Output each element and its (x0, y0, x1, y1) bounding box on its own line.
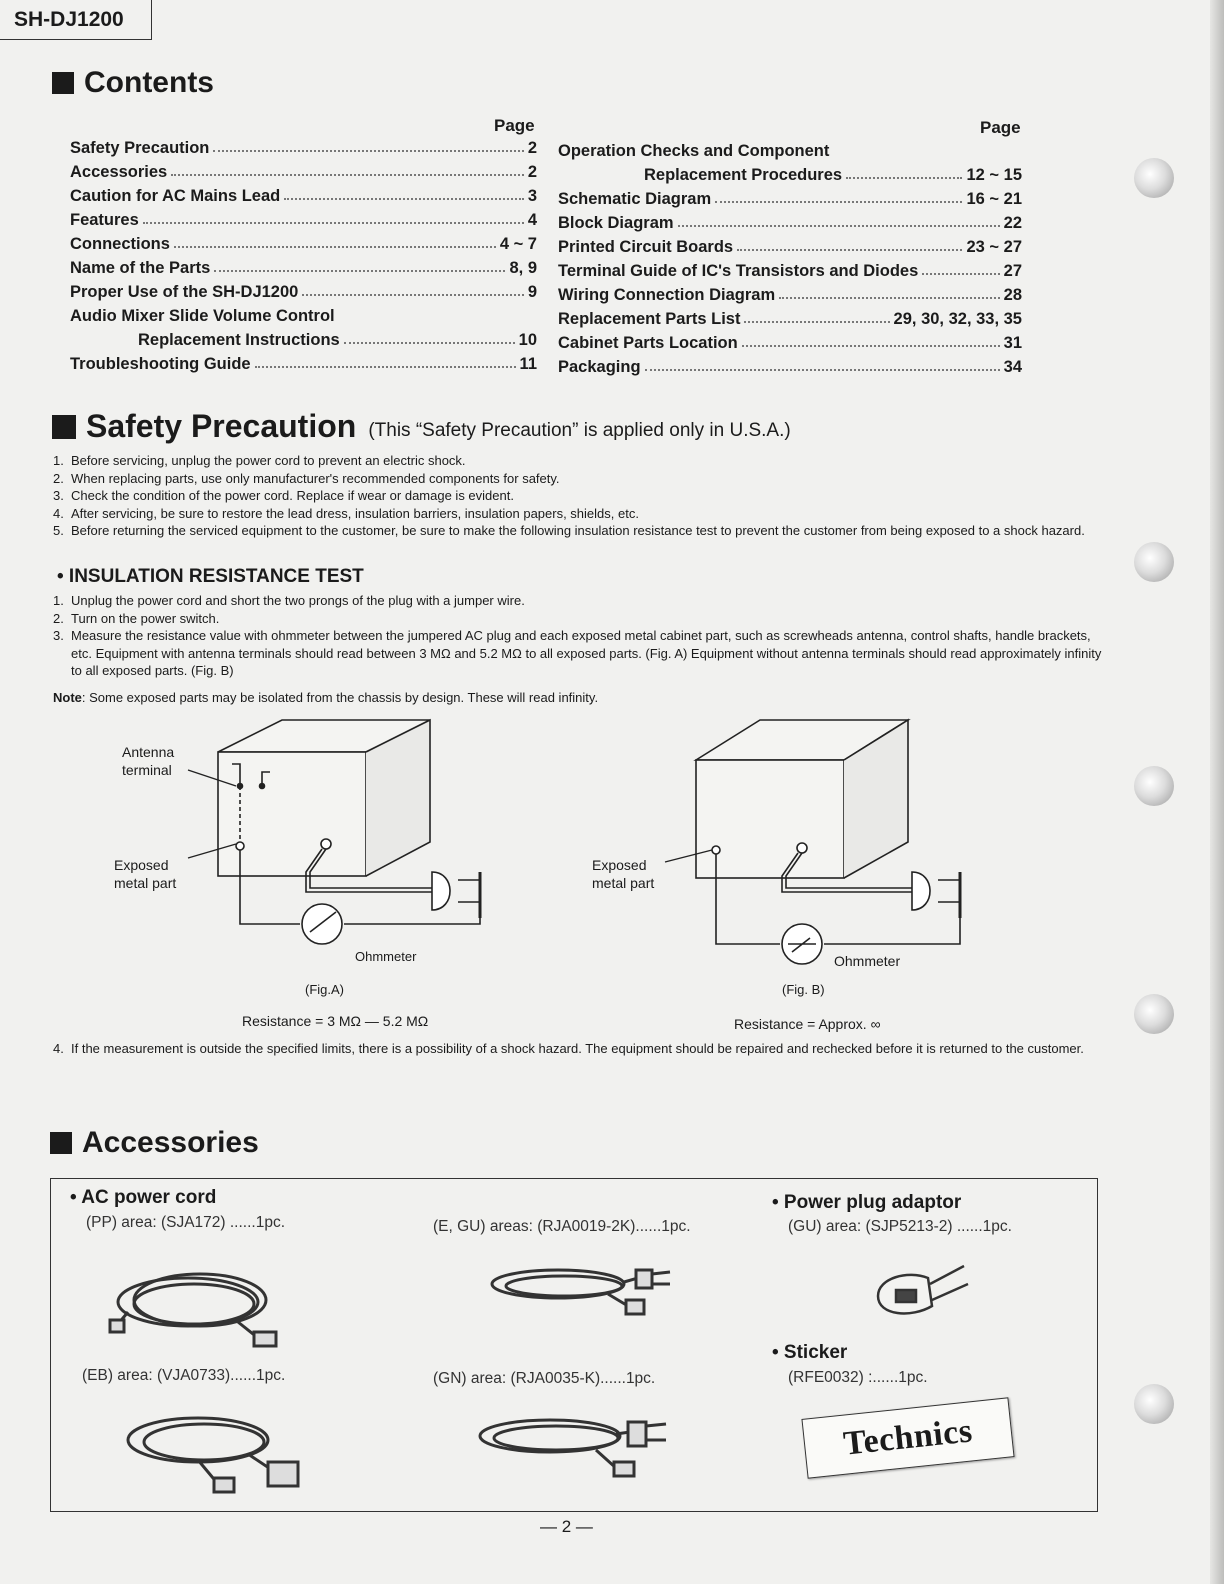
toc-leader (678, 225, 1000, 227)
toc-entry-page: 3 (527, 187, 537, 205)
cord-pp-image (108, 1262, 288, 1352)
toc-leader (779, 297, 1000, 299)
accessory-gn: (GN) area: (RJA0035-K)......1pc. (433, 1370, 656, 1387)
isolation-note: Note: Some exposed parts may be isolated from the chassis by design. These will read infinity. (53, 690, 599, 705)
power-plug-adaptor-heading: • Power plug adaptor (772, 1192, 962, 1213)
model-tab: SH-DJ1200 (0, 0, 152, 40)
toc-leader (742, 345, 1000, 347)
toc-left-column (70, 134, 537, 374)
toc-leader (302, 294, 523, 296)
toc-leader (846, 177, 962, 179)
accessories-title-text: Accessories (82, 1126, 259, 1159)
fig-b-ohmmeter-label: Ohmmeter (834, 953, 901, 969)
toc-entry-page: 10 (518, 331, 537, 349)
toc-entry-label: Connections (70, 235, 170, 253)
toc-entry[interactable] (558, 329, 1022, 353)
toc-entry[interactable] (558, 353, 1022, 377)
fig-a-leaders (180, 760, 250, 870)
toc-entry-label: Safety Precaution (70, 139, 210, 157)
section-square-icon (52, 72, 74, 94)
safety-title (52, 408, 791, 445)
punch-hole (1134, 766, 1174, 806)
punch-hole (1134, 542, 1174, 582)
contents-title (52, 66, 214, 100)
accessories-title (50, 1126, 259, 1160)
toc-entry-page: 23 ~ 27 (966, 238, 1022, 256)
punch-hole (1134, 1384, 1174, 1424)
toc-leader (737, 249, 962, 251)
list-item: 2. Turn on the power switch. (53, 610, 220, 626)
toc-entry-page: 22 (1003, 214, 1022, 232)
toc-entry-label: Proper Use of the SH-DJ1200 (70, 283, 299, 301)
list-item: 3. Measure the resistance value with ohmmeter between the jumpered AC plug and each exposed metal cabinet part, such as screwheads antenna, control shafts, handle brackets, etc. Equipment with antenna terminals should read between 3 MΩ and 5.2 MΩ to all exposed parts. (Fig. A) Equipment without antenna terminals should read approximately infinity to all exposed parts. (Fig. B) (53, 628, 1102, 678)
toc-entry-label: Replacement Instructions (138, 331, 340, 349)
list-item: 4. If the measurement is outside the specified limits, there is a possibility of a shock hazard. The equipment should be repaired and rechecked before it is returned to the customer. (53, 1041, 1084, 1056)
punch-hole (1134, 158, 1174, 198)
toc-entry[interactable] (558, 257, 1022, 281)
toc-leader (143, 222, 524, 224)
toc-leader (715, 201, 962, 203)
toc-entry[interactable] (70, 182, 537, 206)
toc-entry[interactable] (558, 209, 1022, 233)
toc-entry-page: 2 (527, 163, 537, 181)
toc-leader (213, 150, 523, 152)
toc-entry-label: Wiring Connection Diagram (558, 286, 776, 304)
toc-right-column (558, 137, 1022, 377)
accessory-eb: (EB) area: (VJA0733)......1pc. (82, 1367, 286, 1384)
toc-entry[interactable] (70, 302, 537, 326)
fig-b-exposed-label: Exposed metal part (592, 857, 655, 891)
toc-entry-page: 28 (1003, 286, 1022, 304)
toc-entry-page: 8, 9 (509, 259, 537, 277)
page-edge-shadow (1210, 0, 1224, 1584)
toc-entry-label: Cabinet Parts Location (558, 334, 738, 352)
toc-entry-page: 11 (519, 355, 537, 373)
toc-entry-label: Block Diagram (558, 214, 674, 232)
toc-leader (171, 174, 524, 176)
toc-entry-label: Replacement Procedures (644, 166, 843, 184)
toc-entry[interactable] (558, 305, 1022, 329)
toc-entry[interactable] (558, 137, 1022, 161)
insulation-test-heading: • INSULATION RESISTANCE TEST (57, 566, 364, 587)
toc-leader (344, 342, 515, 344)
toc-entry-page: 4 (527, 211, 537, 229)
toc-entry-label: Replacement Parts List (558, 310, 741, 328)
toc-entry-page: 29, 30, 32, 33, 35 (893, 310, 1022, 328)
toc-entry-page: 34 (1003, 358, 1022, 376)
punch-hole (1134, 994, 1174, 1034)
toc-entry-label: Caution for AC Mains Lead (70, 187, 281, 205)
list-item: 2. When replacing parts, use only manufacturer's recommended components for safety. (53, 470, 560, 486)
section-square-icon (50, 1132, 72, 1154)
toc-entry[interactable] (70, 206, 537, 230)
contents-title-text: Contents (84, 66, 214, 99)
fig-a-resistance: Resistance = 3 MΩ — 5.2 MΩ (242, 1013, 429, 1029)
toc-entry-label: Features (70, 211, 139, 229)
cord-egu-image (488, 1258, 678, 1318)
fig-a-ohmmeter-label: Ohmmeter (355, 949, 417, 964)
toc-entry[interactable] (70, 350, 537, 374)
toc-entry[interactable] (558, 233, 1022, 257)
insulation-test-list (53, 592, 1103, 680)
safety-applicability-note: (This “Safety Precaution” is applied only in U.S.A.) (368, 419, 791, 441)
list-item: 1. Unplug the power cord and short the two prongs of the plug with a jumper wire. (53, 593, 525, 608)
sticker-heading: • Sticker (772, 1342, 848, 1363)
toc-leader (255, 366, 516, 368)
toc-entry-page: 27 (1003, 262, 1022, 280)
toc-entry-label: Packaging (558, 358, 641, 376)
toc-page-header-left: Page (494, 116, 535, 135)
toc-entry-label: Printed Circuit Boards (558, 238, 734, 256)
toc-entry-label: Schematic Diagram (558, 190, 712, 208)
toc-entry[interactable] (70, 254, 537, 278)
ac-power-cord-heading: • AC power cord (70, 1187, 217, 1208)
toc-entry[interactable] (70, 158, 537, 182)
toc-page-header-right: Page (980, 118, 1021, 137)
list-item: 5. Before returning the serviced equipment to the customer, be sure to make the following insulation resistance test to prevent the customer from being exposed to a shock hazard. (53, 523, 1085, 538)
toc-entry-page: 12 ~ 15 (966, 166, 1022, 184)
toc-entry-label: Terminal Guide of IC's Transistors and Diodes (558, 262, 919, 280)
toc-entry-continued[interactable] (558, 161, 1022, 185)
list-item: 4. After servicing, be sure to restore the lead dress, insulation barriers, insulation papers, shields, etc. (53, 505, 639, 521)
plug-adaptor-image (868, 1256, 978, 1336)
toc-entry-continued[interactable] (70, 326, 537, 350)
accessory-sticker: (RFE0032) :......1pc. (788, 1369, 928, 1386)
figure-b-diagram (660, 712, 1000, 972)
page-number: — 2 — (540, 1517, 593, 1536)
toc-entry-page: 9 (527, 283, 537, 301)
technics-logo: Technics (841, 1412, 975, 1463)
safety-item-4 (53, 1040, 1103, 1058)
toc-entry-label: Audio Mixer Slide Volume Control (70, 307, 335, 325)
cord-eb-image (118, 1404, 318, 1496)
toc-leader (174, 246, 496, 248)
toc-leader (214, 270, 505, 272)
list-item: 1. Before servicing, unplug the power cord to prevent an electric shock. (53, 453, 466, 468)
toc-entry[interactable] (70, 230, 537, 254)
toc-entry[interactable] (70, 134, 537, 158)
safety-list (53, 452, 1103, 540)
cord-gn-image (476, 1408, 676, 1488)
list-item: 3. Check the condition of the power cord. Replace if wear or damage is evident. (53, 488, 514, 503)
fig-a-exposed-label: Exposed metal part (114, 857, 177, 891)
toc-entry-page: 2 (527, 139, 537, 157)
toc-entry-page: 4 ~ 7 (499, 235, 537, 253)
toc-entry-label: Operation Checks and Component (558, 142, 830, 160)
accessory-pp: (PP) area: (SJA172) ......1pc. (86, 1214, 285, 1231)
toc-entry[interactable] (558, 185, 1022, 209)
toc-leader (744, 321, 889, 323)
fig-b-caption: (Fig. B) (782, 982, 825, 997)
toc-entry-page: 16 ~ 21 (966, 190, 1022, 208)
toc-entry[interactable] (558, 281, 1022, 305)
toc-entry-page: 31 (1003, 334, 1022, 352)
accessory-gu: (GU) area: (SJP5213-2) ......1pc. (788, 1218, 1012, 1235)
accessory-egu: (E, GU) areas: (RJA0019-2K)......1pc. (433, 1218, 691, 1235)
toc-leader (922, 273, 999, 275)
toc-entry[interactable] (70, 278, 537, 302)
safety-title-text: Safety Precaution (86, 408, 357, 444)
fig-a-caption: (Fig.A) (305, 982, 344, 997)
toc-entry-label: Troubleshooting Guide (70, 355, 251, 373)
toc-entry-label: Name of the Parts (70, 259, 211, 277)
section-square-icon (52, 415, 76, 439)
toc-entry-label: Accessories (70, 163, 168, 181)
fig-b-resistance: Resistance = Approx. ∞ (734, 1016, 881, 1032)
toc-leader (284, 198, 524, 200)
fig-a-antenna-label: Antenna terminal (122, 744, 175, 778)
toc-leader (645, 369, 1000, 371)
